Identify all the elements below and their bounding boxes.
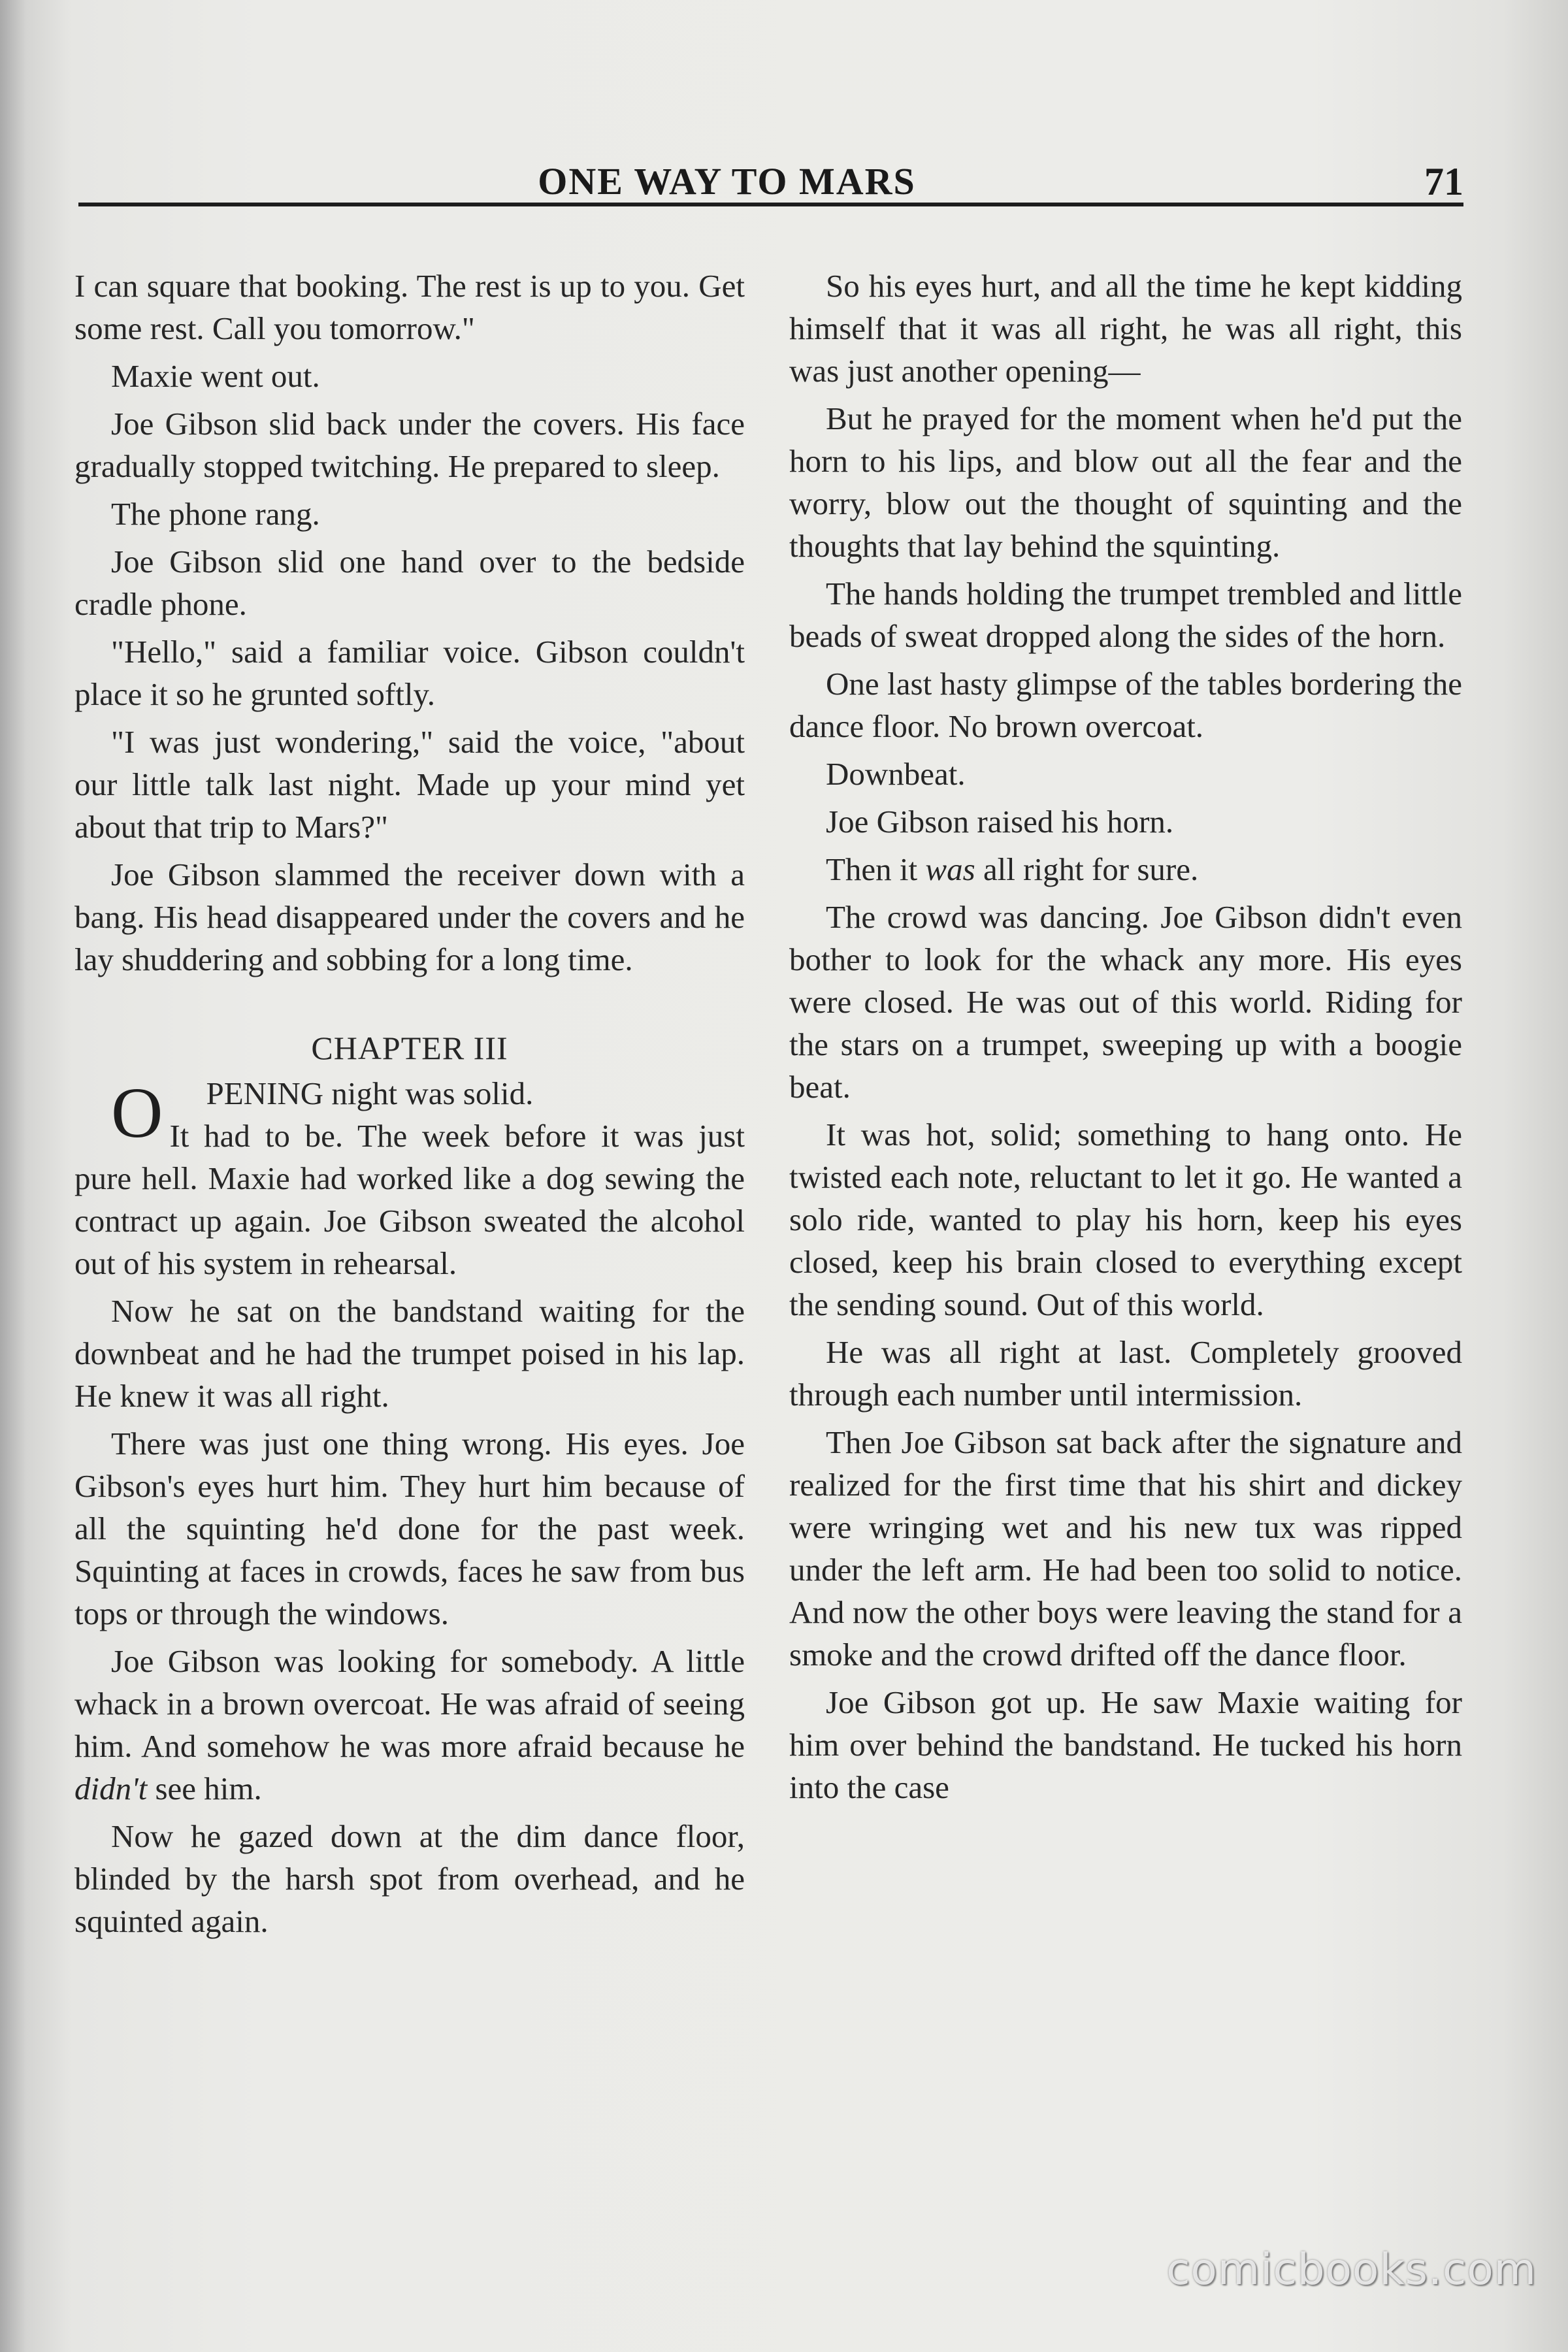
paragraph: Joe Gibson slid one hand over to the bedside cradle phone. xyxy=(74,544,745,622)
paragraph-text: Joe Gibson was looking for somebody. A little whack in a brown overcoat. He was afraid of seeing him. And somehow he was more afraid because he xyxy=(74,1643,745,1764)
paragraph: So his eyes hurt, and all the time he kept kidding himself that it was all right, he was all right, this was just another opening— xyxy=(789,268,1462,389)
paragraph: The crowd was dancing. Joe Gibson didn't even bother to look for the whack any more. His eyes were closed. He was out of this world. Riding for the stars on a trumpet, sweeping up with a boogie beat. xyxy=(789,899,1462,1105)
page-header xyxy=(78,157,1463,206)
left-column xyxy=(74,265,745,1948)
paragraph-text: Then it xyxy=(826,851,926,887)
paragraph: Downbeat. xyxy=(826,756,966,792)
paragraph: It was hot, solid; something to hang onto. He twisted each note, reluctant to let it go. He wanted a solo ride, wanted to play his horn, keep his eyes closed, keep his brain closed to everything except the sending sound. Out of this world. xyxy=(789,1117,1462,1322)
paragraph: Then Joe Gibson sat back after the signature and realized for the first time that his shirt and dickey were wringing wet and his new tux was ripped under the left arm. He had been too solid to notice. And now the other boys were leaving the stand for a smoke and the crowd drifted off the dance floor. xyxy=(789,1424,1462,1673)
paragraph xyxy=(74,1640,745,1810)
paragraph: "I was just wondering," said the voice, "about our little talk last night. Made up your mind yet about that trip to Mars?" xyxy=(74,724,745,845)
chapter-opening-continuation: It had to be. The week before it was just pure hell. Maxie had worked like a dog sewing the contract up again. Joe Gibson sweated the alcohol out of his system in rehearsal. xyxy=(74,1118,745,1281)
paragraph: Joe Gibson slid back under the covers. His face gradually stopped twitching. He prepared to sleep. xyxy=(74,406,745,484)
paragraph: Joe Gibson got up. He saw Maxie waiting for him over behind the bandstand. He tucked his horn into the case xyxy=(789,1684,1462,1805)
paragraph xyxy=(789,848,1462,890)
paragraph: But he prayed for the moment when he'd put the horn to his lips, and blow out all the fear and the worry, blow out the thought of squinting and the thoughts that lay behind the squinting. xyxy=(789,400,1462,564)
paragraph: He was all right at last. Completely grooved through each number until intermission. xyxy=(789,1334,1462,1413)
paragraph: "Hello," said a familiar voice. Gibson couldn't place it so he grunted softly. xyxy=(74,634,745,712)
page-number: 71 xyxy=(1424,160,1463,203)
paragraph: There was just one thing wrong. His eyes. Joe Gibson's eyes hurt him. They hurt him because of all the squinting he'd done for the past week. Squinting at faces in crowds, faces he saw from bus tops or through the windows. xyxy=(74,1426,745,1631)
paragraph-text: see him. xyxy=(147,1771,262,1806)
paragraph: Now he gazed down at the dim dance floor, blinded by the harsh spot from overhead, and he squinted again. xyxy=(74,1818,745,1939)
chapter-heading: CHAPTER III xyxy=(311,1030,508,1066)
paragraph: Joe Gibson slammed the receiver down with a bang. His head disappeared under the covers and he lay shuddering and sobbing for a long time. xyxy=(74,857,745,977)
paragraph: Now he sat on the bandstand waiting for the downbeat and he had the trumpet poised in his lap. He knew it was all right. xyxy=(74,1293,745,1414)
paragraph-text: all right for sure. xyxy=(975,851,1199,887)
right-column xyxy=(789,265,1462,1814)
chapter-opening-paragraph xyxy=(74,1072,745,1284)
site-watermark: comicbooks.com xyxy=(1166,2244,1537,2295)
paragraph: I can square that booking. The rest is up to you. Get some rest. Call you tomorrow." xyxy=(74,268,745,346)
paragraph: Joe Gibson raised his horn. xyxy=(826,804,1174,840)
paragraph: One last hasty glimpse of the tables bordering the dance floor. No brown overcoat. xyxy=(789,666,1462,744)
chapter-opening-text: PENING night was solid. xyxy=(206,1075,534,1111)
paragraph: The phone rang. xyxy=(111,496,320,532)
paragraph: The hands holding the trumpet trembled and little beads of sweat dropped along the sides of the horn. xyxy=(789,576,1462,654)
paragraph: Maxie went out. xyxy=(111,358,320,394)
running-title: ONE WAY TO MARS xyxy=(538,160,916,203)
emphasis-text: was xyxy=(925,851,975,887)
emphasis-text: didn't xyxy=(74,1771,148,1806)
drop-cap: O xyxy=(111,1073,163,1152)
